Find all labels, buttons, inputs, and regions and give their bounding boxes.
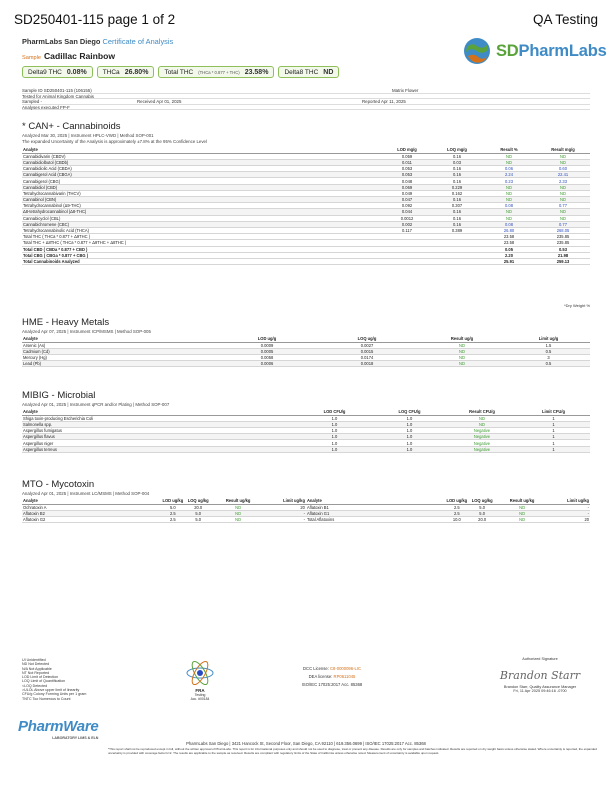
col-lod: LOD CFU/g xyxy=(297,409,372,415)
result-value: ND xyxy=(417,355,507,361)
result-value: ND xyxy=(417,361,507,367)
result-mg: 0.60 xyxy=(536,166,590,172)
lod-value: 0.0005 xyxy=(217,348,317,354)
analyte-name: Aflatoxin B2 xyxy=(22,510,162,516)
abbreviation-legend xyxy=(22,658,86,701)
col-analyte: Analyte xyxy=(22,147,382,153)
limit-value: 0.5 xyxy=(507,348,590,354)
loq-value: 0.0015 xyxy=(317,348,417,354)
legend-item: ND Not Detected xyxy=(22,662,50,667)
result-pct: ND xyxy=(482,190,536,196)
loq-value: 0.16 xyxy=(432,153,482,159)
analyte-name: Aflatoxin G2 xyxy=(22,517,162,523)
analyte-name: Cannabinol (CBN) xyxy=(22,197,382,203)
lab-line xyxy=(22,37,173,46)
lod-value: 0.069 xyxy=(382,184,432,190)
result-pct: 0.08 xyxy=(482,203,536,209)
col-result: Result CFU/g xyxy=(447,409,517,415)
mycotoxin-title: MTO - Mycotoxin xyxy=(22,479,95,490)
col-analyte: Analyte xyxy=(306,498,446,504)
cannabinoids-uncertainty: The expanded Uncertainty of the Analysis is approximately ±7.8% at the 95% Confidence Level xyxy=(22,139,207,144)
signature-block xyxy=(484,657,596,693)
col-limit: Limit ug/kg xyxy=(548,498,590,504)
result-mg: 0.77 xyxy=(536,203,590,209)
result-value: ND xyxy=(496,504,548,510)
result-mg: ND xyxy=(536,197,590,203)
reported: Reported Apr 11, 2025 xyxy=(362,99,406,105)
result-mg: ND xyxy=(536,184,590,190)
analyte-name: Tetrahydrocannabivarin (THCV) xyxy=(22,190,382,196)
analyte-name: Arsenic (As) xyxy=(22,342,217,348)
col-limit: Limit ug/kg xyxy=(264,498,306,504)
legend-item: LOQ Limit of Quantification xyxy=(22,679,66,684)
analyte-name: Cadmium (Cd) xyxy=(22,348,217,354)
result-pct: ND xyxy=(482,153,536,159)
metals-table xyxy=(22,336,590,367)
pill-label: Delta9 THC xyxy=(28,68,62,76)
result-pct: ND xyxy=(482,209,536,215)
result-pct: 26.80 xyxy=(482,227,536,233)
pill-delta9 xyxy=(22,66,93,78)
col-loq: LOQ ug/kg xyxy=(184,498,212,504)
disclaimer: *This report shall not be reproduced except in full, without the written approval of PharmLabs. This report is for informational purposes only and should not be used to diagnose, treat or prevent any disease. Results are only for samples and batches indicated. Results are reported on dry weight basis unless otherwise stated. Where uncertainty is reported, the expanded uncertainty is provided with coverage factor k=2. The results are applicable to the sample as received. Results are compliant with regulatory limits of the State of California unless otherwise noted. Measurement of uncertainty is available upon request. xyxy=(108,747,597,755)
result-pct: ND xyxy=(482,159,536,165)
logo-pharmlabs: PharmLabs xyxy=(518,41,607,60)
logo-sd: SD xyxy=(496,41,519,60)
lab-name: PharmLabs San Diego xyxy=(22,37,101,46)
pharmware-logo xyxy=(18,718,98,740)
col-lod: LOD ug/g xyxy=(217,336,317,342)
legend-item: >ULOL Above upper limit of linearity xyxy=(22,688,80,693)
analyte-name: Aspergillus niger xyxy=(22,440,297,446)
legend-item: <LOQ Detected xyxy=(22,683,48,688)
pill-value: 26.80% xyxy=(124,68,149,76)
pill-label: Total THC xyxy=(164,68,194,76)
pharmware-name: PharmWare xyxy=(18,718,99,735)
lod-value: 0.092 xyxy=(382,203,432,209)
result-mg: 0.77 xyxy=(536,221,590,227)
metals-title: HME - Heavy Metals xyxy=(22,317,110,328)
lod-value: 0.044 xyxy=(382,209,432,215)
limit-value: 20 xyxy=(548,517,590,523)
limit-value: - xyxy=(548,504,590,510)
result-value: Negative xyxy=(447,446,517,452)
analyte-name: Salmonella spp. xyxy=(22,421,297,427)
total-pct: 0.05 xyxy=(482,246,536,252)
limit-value: 1 xyxy=(517,440,590,446)
loq-value: 1.0 xyxy=(372,446,447,452)
lod-value: 2.5 xyxy=(162,510,185,516)
sdpharmlabs-logo xyxy=(462,36,607,66)
limit-value: - xyxy=(548,510,590,516)
analyte-name: Tetrahydrocannabinolic Acid (THCA) xyxy=(22,227,382,233)
analyte-name: Cannabidiolbutol (CBDb) xyxy=(22,159,382,165)
mycotoxin-table xyxy=(22,498,590,523)
analyte-name: Shiga toxin-producing Escherichia Coli xyxy=(22,415,297,421)
analyte-name: Ochratoxin A xyxy=(22,504,162,510)
col-result: Result ug/g xyxy=(417,336,507,342)
lod-value: 0.053 xyxy=(382,172,432,178)
limit-value: 1 xyxy=(517,428,590,434)
col-loq: LOQ ug/g xyxy=(317,336,417,342)
result-mg: 268.05 xyxy=(536,227,590,233)
loq-value: 0.16 xyxy=(432,215,482,221)
loq-value: 20.0 xyxy=(184,504,212,510)
loq-value: 0.389 xyxy=(432,227,482,233)
result-value: ND xyxy=(496,517,548,523)
col-result: Result ug/kg xyxy=(212,498,264,504)
loq-value: 5.0 xyxy=(468,510,496,516)
total-pct: 25.91 xyxy=(482,258,536,264)
loq-value: 0.16 xyxy=(432,221,482,227)
limit-value: 1 xyxy=(517,434,590,440)
lod-value: 2.5 xyxy=(162,517,185,523)
pill-label: Delta8 THC xyxy=(284,68,319,76)
loq-value: 5.0 xyxy=(184,510,212,516)
sample-metadata xyxy=(22,88,590,110)
result-pct: 0.08 xyxy=(482,221,536,227)
microbial-table xyxy=(22,409,590,453)
legend-item: CFU/g Colony Forming Units per 1 gram xyxy=(22,692,87,697)
lod-value: 2.5 xyxy=(445,510,468,516)
total-label: Total THC ( THCa * 0.877 + Δ9THC ) xyxy=(22,234,482,240)
pill-total-thc xyxy=(158,66,274,78)
analyte-name: Aspergillus terreus xyxy=(22,446,297,452)
total-label: Total CBG ( CBGa * 0.877 + CBG ) xyxy=(22,252,482,258)
col-lod: LOD ug/kg xyxy=(162,498,184,504)
lod-value: 0.117 xyxy=(382,227,432,233)
lod-value: 0.0009 xyxy=(217,342,317,348)
loq-value: 0.16 xyxy=(432,172,482,178)
col-analyte: Analyte xyxy=(22,336,217,342)
lod-value: 0.049 xyxy=(382,190,432,196)
loq-value: 0.0018 xyxy=(317,361,417,367)
mycotoxin-analyzed: Analyzed Apr 01, 2025 | Instrument LC/MSMS | Method SOP-004 xyxy=(22,491,150,496)
analyte-name: Lead (Pb) xyxy=(22,361,217,367)
loq-value: 0.16 xyxy=(432,166,482,172)
fda-line1: Testing xyxy=(194,693,206,697)
fda-line2: Acc. #00184 xyxy=(190,697,210,701)
result-mg: ND xyxy=(536,153,590,159)
dea-value: RP0611045 xyxy=(333,674,356,679)
dcc-value: C8-0000096-LIC xyxy=(330,666,361,671)
signature-script: Brandon Starr xyxy=(499,669,581,682)
lod-value: 0.002 xyxy=(382,221,432,227)
pill-value: 0.08% xyxy=(66,68,87,76)
legend-item: UI Unidentified xyxy=(22,658,46,662)
cannabinoids-analyzed: Analyzed Mar 30, 2025 | Instrument HPLC-VWD | Method SOP-001 xyxy=(22,133,154,138)
limit-value: - xyxy=(264,510,306,516)
total-row xyxy=(22,258,590,264)
pill-delta8 xyxy=(278,66,339,78)
microbial-analyzed: Analyzed Apr 01, 2025 | Instrument qPCR and/or Plating | Method SOP-007 xyxy=(22,402,170,407)
fda-badge-text: FRA xyxy=(195,688,205,693)
pill-value: 23.58% xyxy=(244,68,269,76)
pill-note: (THCa * 0.877 + THC) xyxy=(198,69,240,75)
result-value: ND xyxy=(417,342,507,348)
result-value: Negative xyxy=(447,440,517,446)
lod-value: 0.053 xyxy=(382,166,432,172)
total-mg: 235.85 xyxy=(536,234,590,240)
table-row xyxy=(22,446,590,452)
result-value: ND xyxy=(496,510,548,516)
analyte-name: Aflatoxin B1 xyxy=(306,504,446,510)
matrix: Matrix Flower xyxy=(392,88,419,93)
table-row xyxy=(22,517,590,523)
col-loq: LOQ CFU/g xyxy=(372,409,447,415)
analyte-name: Δ8-tetrahydrocannabinol (Δ8-THC) xyxy=(22,209,382,215)
analyte-name: Total Aflatoxins xyxy=(306,517,446,523)
potency-summary xyxy=(22,66,339,78)
pill-thca xyxy=(97,66,155,78)
lod-value: 0.0058 xyxy=(217,355,317,361)
lod-value: 1.0 xyxy=(297,421,372,427)
col-analyte: Analyte xyxy=(22,498,162,504)
sample-id: Sample ID SD250401-115 (106155) xyxy=(22,88,92,93)
loq-value: 0.0174 xyxy=(317,355,417,361)
lod-value: 0.059 xyxy=(382,153,432,159)
signature-date: Fri, 11 Apr 2025 09:46:16 -0700 xyxy=(513,689,567,693)
dea-license xyxy=(262,673,402,681)
sampled: Sampled - xyxy=(22,99,43,105)
dcc-label: DCC License: xyxy=(303,666,331,671)
analyte-name: Aflatoxin G1 xyxy=(306,510,446,516)
col-loq: LOQ mg/g xyxy=(432,147,482,153)
result-pct: 0.06 xyxy=(482,166,536,172)
sample-label: Sample xyxy=(22,55,41,61)
total-pct: 23.58 xyxy=(482,240,536,246)
cannabinoids-table xyxy=(22,147,590,265)
microbial-title: MIBIG - Microbial xyxy=(22,390,96,401)
result-mg: 2.33 xyxy=(536,178,590,184)
loq-value: 0.16 xyxy=(432,197,482,203)
col-lod: LOD ug/kg xyxy=(446,498,468,504)
cannabinoids-title: * CAN+ - Cannabinoids xyxy=(22,121,121,132)
legend-item: N/A Not Applicable xyxy=(22,666,52,671)
sample-name: Cadillac Rainbow xyxy=(43,51,116,61)
result-value: ND xyxy=(212,504,264,510)
loq-value: 0.16 xyxy=(432,209,482,215)
analyte-name: Cannabidiolic Acid (CBDA) xyxy=(22,166,382,172)
result-value: ND xyxy=(447,415,517,421)
legend-item: NT Not Reported xyxy=(22,670,50,675)
legend-item: LOD Limit of Detection xyxy=(22,675,59,680)
analyte-name: Cannabidiol (CBD) xyxy=(22,184,382,190)
sample-line xyxy=(22,51,115,61)
total-mg: 235.85 xyxy=(536,240,590,246)
analyte-name: Cannabichromene (CBC) xyxy=(22,221,382,227)
analyte-name: Cannabicyclol (CBL) xyxy=(22,215,382,221)
analyte-name: Mercury (Hg) xyxy=(22,355,217,361)
result-pct: ND xyxy=(482,215,536,221)
result-value: Negative xyxy=(447,428,517,434)
limit-value: 1 xyxy=(517,421,590,427)
loq-value: 1.0 xyxy=(372,434,447,440)
analyte-name: Cannabigerol Acid (CBGA) xyxy=(22,172,382,178)
result-value: ND xyxy=(417,348,507,354)
pharmware-tagline: LABORATORY LIMS & ELN xyxy=(52,736,99,740)
lod-value: 1.0 xyxy=(297,434,372,440)
lod-value: 0.0012 xyxy=(382,215,432,221)
dea-label: DEA license: xyxy=(308,674,334,679)
result-mg: ND xyxy=(536,209,590,215)
analyte-name: Cannabidivarin (CBDV) xyxy=(22,153,382,159)
pill-value: ND xyxy=(323,68,334,76)
result-pct: 0.23 xyxy=(482,178,536,184)
result-mg: ND xyxy=(536,190,590,196)
signer-name: Brandon Starr, Quality Assurance Manager xyxy=(503,685,577,689)
analyte-name: Aspergillus flavus xyxy=(22,434,297,440)
accreditation-badge xyxy=(180,658,220,701)
limit-value: - xyxy=(264,517,306,523)
loq-value: 1.0 xyxy=(372,421,447,427)
legend-item: TNTC Too Numerous to Count xyxy=(22,696,71,701)
limit-value: 0.5 xyxy=(507,361,590,367)
loq-value: 0.229 xyxy=(432,184,482,190)
report-stage: QA Testing xyxy=(532,12,598,27)
limit-value: 1.5 xyxy=(507,342,590,348)
col-analyte: Analyte xyxy=(22,409,297,415)
license-block xyxy=(262,665,402,689)
received: Received Apr 01, 2025 xyxy=(137,99,182,105)
signature-title: Authorized Signature xyxy=(522,657,558,661)
tested-for: Tested for Animal Kingdom Cannabis xyxy=(22,93,94,99)
analyte-name: Tetrahydrocannabinol (Δ9-THC) xyxy=(22,203,382,209)
globe-icon xyxy=(462,36,492,66)
analyses-executed: Analyses executed FP-F xyxy=(22,104,70,110)
limit-value: 20 xyxy=(264,504,306,510)
metals-analyzed: Analyzed Apr 07, 2025 | Instrument ICP/MSMS | Method SOP-005 xyxy=(22,329,151,334)
dcc-license xyxy=(262,665,402,673)
loq-value: 5.0 xyxy=(468,504,496,510)
dry-weight-note: *Dry Weight % xyxy=(564,303,590,308)
lod-value: 10.0 xyxy=(445,517,468,523)
col-result: Result ug/kg xyxy=(496,498,548,504)
lod-value: 1.0 xyxy=(297,428,372,434)
loq-value: 20.0 xyxy=(468,517,496,523)
lod-value: 0.0006 xyxy=(217,361,317,367)
loq-value: 0.16 xyxy=(432,178,482,184)
result-pct: ND xyxy=(482,184,536,190)
lod-value: 1.0 xyxy=(297,446,372,452)
result-mg: 22.41 xyxy=(536,172,590,178)
total-pct: 23.58 xyxy=(482,234,536,240)
col-lod: LOD mg/g xyxy=(382,147,432,153)
loq-value: 1.0 xyxy=(372,440,447,446)
analyte-name: Cannabigerol (CBG) xyxy=(22,178,382,184)
total-label: Total THC + Δ8THC ( THCa * 0.877 + Δ9THC + Δ8THC ) xyxy=(22,240,482,246)
loq-value: 0.307 xyxy=(432,203,482,209)
pill-label: THCa xyxy=(102,68,120,76)
result-value: ND xyxy=(447,421,517,427)
limit-value: 1 xyxy=(517,446,590,452)
result-value: ND xyxy=(212,510,264,516)
page-title: SD250401-115 page 1 of 2 xyxy=(14,12,176,27)
loq-value: 1.0 xyxy=(372,428,447,434)
total-mg: 0.53 xyxy=(536,246,590,252)
result-pct: ND xyxy=(482,197,536,203)
doc-type: Certificate of Analysis xyxy=(102,37,174,46)
result-value: Negative xyxy=(447,434,517,440)
atom-icon xyxy=(185,658,215,688)
col-loq: LOQ ug/kg xyxy=(468,498,496,504)
result-pct: 2.24 xyxy=(482,172,536,178)
loq-value: 0.162 xyxy=(432,190,482,196)
lod-value: 5.0 xyxy=(162,504,185,510)
loq-value: 0.03 xyxy=(432,159,482,165)
col-result-pct: Result % xyxy=(482,147,536,153)
limit-value: 1 xyxy=(517,415,590,421)
lod-value: 0.011 xyxy=(382,159,432,165)
lod-value: 0.048 xyxy=(382,178,432,184)
lod-value: 1.0 xyxy=(297,415,372,421)
result-mg: ND xyxy=(536,215,590,221)
total-label: Total CBD ( CBDa * 0.877 + CBD ) xyxy=(22,246,482,252)
loq-value: 5.0 xyxy=(184,517,212,523)
table-row xyxy=(22,361,590,367)
lod-value: 1.0 xyxy=(297,440,372,446)
lab-address: PharmLabs San Diego | 3421 Hancock St, Second Floor, San Diego, CA 92110 | 619.356.0699 | ISO/IEC 17025:2017 Acc. 85368 xyxy=(186,741,426,746)
iso-accreditation: ISO/IEC 17025:2017 Acc. 85368 xyxy=(301,682,363,687)
loq-value: 1.0 xyxy=(372,415,447,421)
analyte-name: Aspergillus fumigatus xyxy=(22,428,297,434)
result-mg: ND xyxy=(536,159,590,165)
lod-value: 2.5 xyxy=(445,504,468,510)
total-label: Total Cannabinoids Analyzed xyxy=(22,258,482,264)
loq-value: 0.0027 xyxy=(317,342,417,348)
lod-value: 0.047 xyxy=(382,197,432,203)
total-mg: 21.98 xyxy=(536,252,590,258)
col-result-mg: Result mg/g xyxy=(536,147,590,153)
result-value: ND xyxy=(212,517,264,523)
total-mg: 259.13 xyxy=(536,258,590,264)
limit-value: 3 xyxy=(507,355,590,361)
col-limit: Limit CFU/g xyxy=(517,409,590,415)
total-pct: 2.20 xyxy=(482,252,536,258)
col-limit: Limit ug/g xyxy=(507,336,590,342)
